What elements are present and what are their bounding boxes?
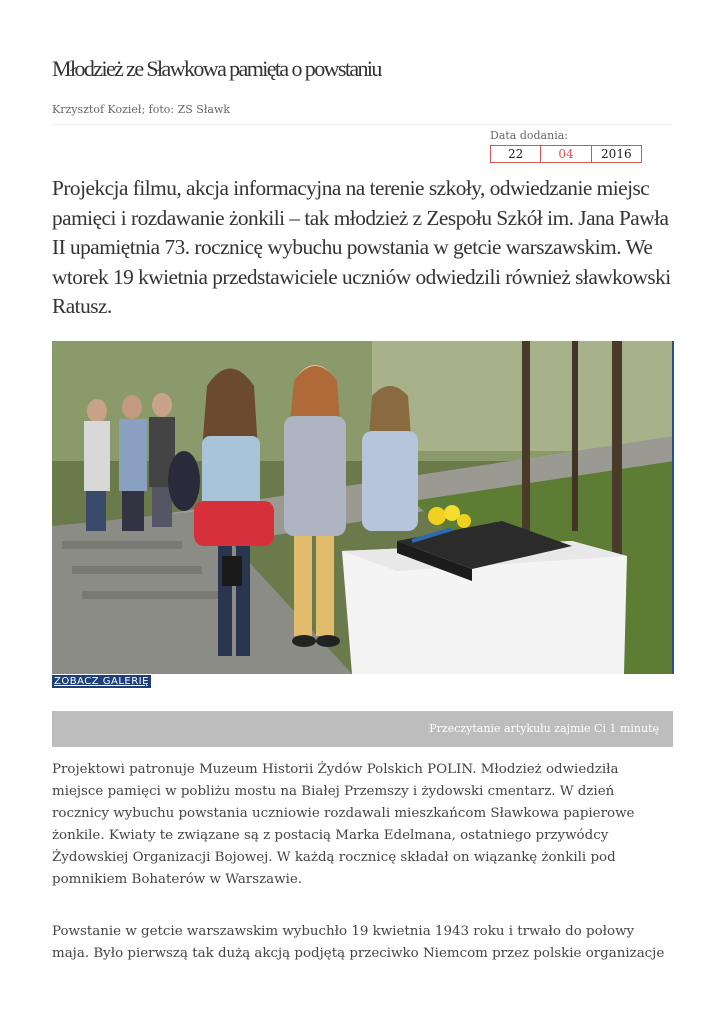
article-author: Krzysztof Kozieł; foto: ZS Sławk [52,103,231,116]
article-title: Młodzież ze Sławkowa pamięta o powstaniu [52,56,381,81]
photo-students-at-memorial [52,341,674,674]
date-box [490,145,642,163]
date-label: Data dodania: [490,129,568,142]
article-paragraph-2: Powstanie w getcie warszawskim wybuchło 19 kwietnia 1943 roku i trwało do połowy maja. Było pierwszą tak dużą akcją podjętą przeciwko Niemcom przez polskie organizacje [52,924,665,961]
date-day: 22 [491,146,541,162]
article-paragraph-1: Projektowi patronuje Muzeum Historii Żydów Polskich POLIN. Młodzież odwiedziła miejsce pamięci w pobliżu mostu na Białej Przemszy i żydowski cmentarz. W dzień rocznicy wybuchu powstania uczniowie rozdawali mieszkańcom Sławkowa papierowe żonkile. Kwiaty te związane są z postacią Marka Edelmana, ostatniego przywódcy Żydowskiej Organizacji Bojowej. W każdą rocznicę składał on wiązankę żonkili pod pomnikiem Bohaterów w Warszawie. [52,762,635,887]
date-month: 04 [541,146,591,162]
divider [52,124,673,125]
article-photo[interactable] [52,341,674,674]
reading-time-text: Przeczytanie artykułu zajmie Ci 1 minutę [429,722,659,735]
article-lead: Projekcja filmu, akcja informacyjna na terenie szkoły, odwiedzanie miejsc pamięci i rozdawanie żonkili – tak młodzież z Zespołu Szkół im. Jana Pawła II upamiętnia 73. rocznicę wybuchu powstania w getcie warszawskim. We wtorek 19 kwietnia przedstawiciele uczniów odwiedzili również sławkowski Ratusz. [52,176,671,318]
reading-time-bar [52,711,673,747]
date-year: 2016 [601,147,632,161]
gallery-link[interactable]: ZOBACZ GALERIĘ [54,676,149,687]
